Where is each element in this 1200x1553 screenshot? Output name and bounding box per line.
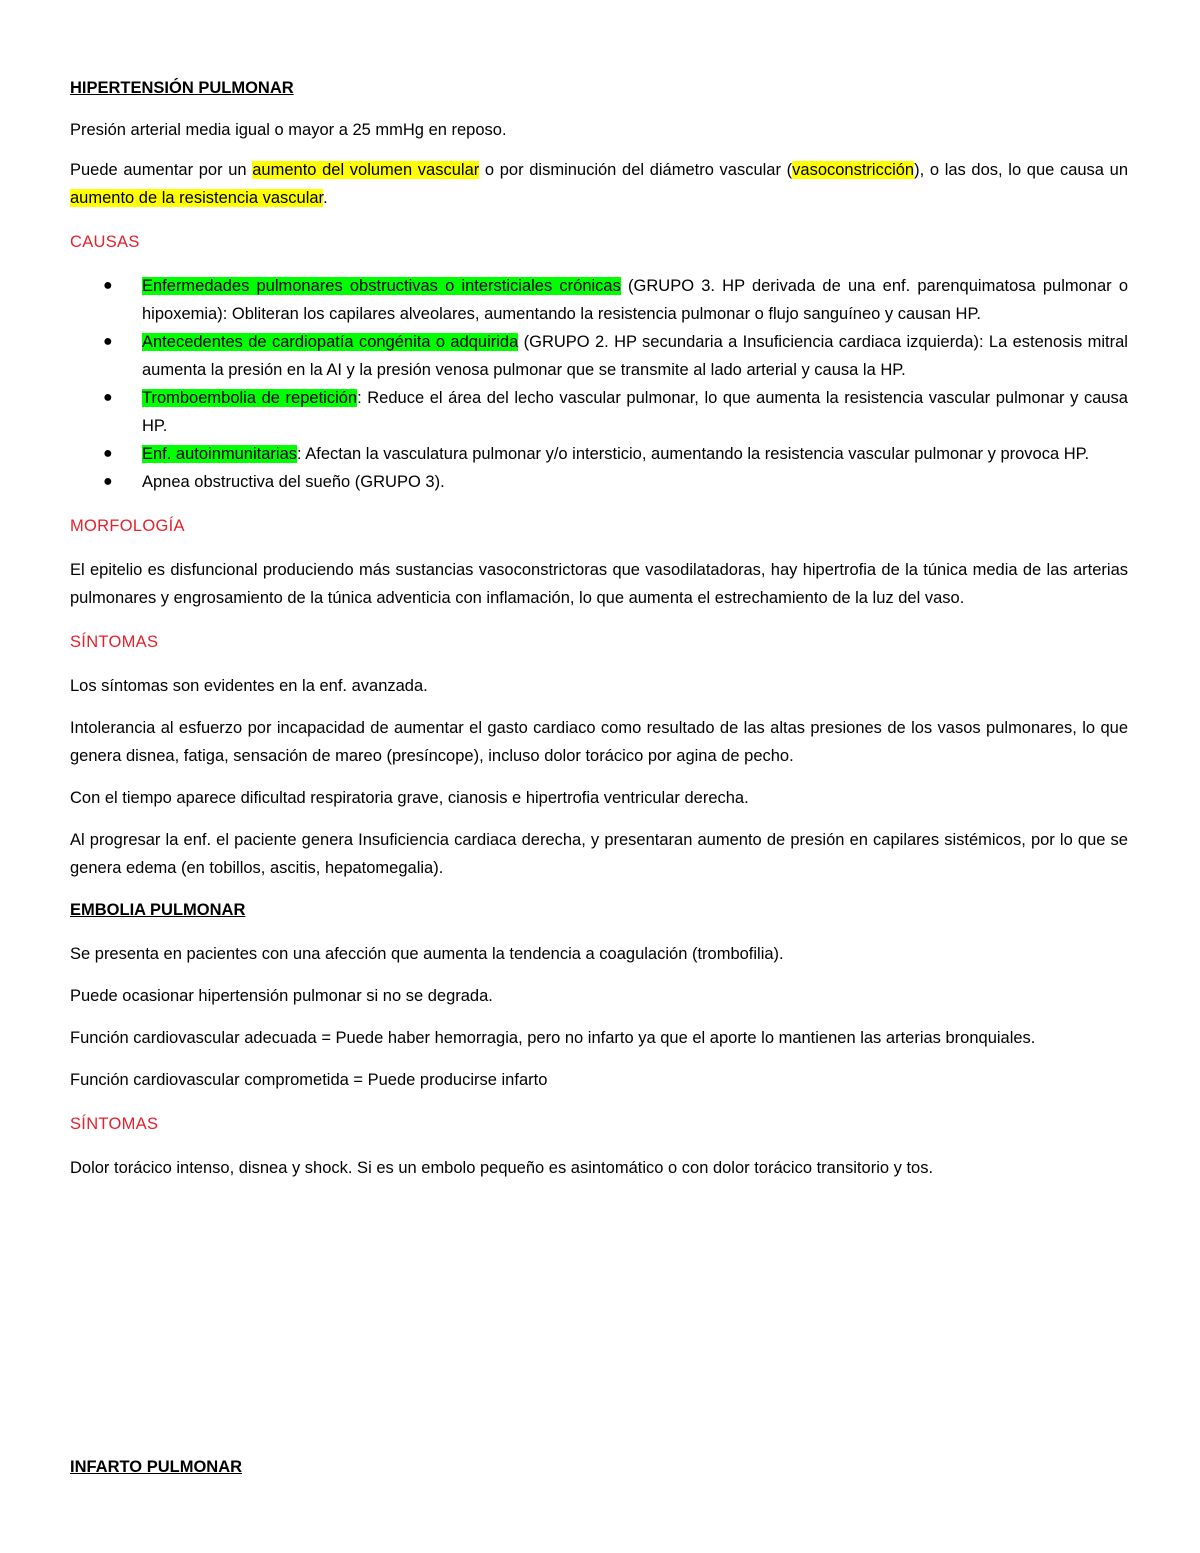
- ep-text: Función cardiovascular comprometida = Puede producirse infarto: [70, 1071, 548, 1089]
- sintomas-text: Al progresar la enf. el paciente genera Insuficiencia cardiaca derecha, y presentaran aumento de presión en capilares sistémicos, por lo que se genera edema (en tobillos, ascitis, hepatomegalia).: [70, 831, 1128, 877]
- ep-text: Función cardiovascular adecuada = Puede haber hemorragia, pero no infarto ya que el aporte lo mantienen las arterias bronquiales.: [70, 1029, 1036, 1047]
- ep-text: Puede ocasionar hipertensión pulmonar si no se degrada.: [70, 987, 493, 1005]
- cause-text: Apnea obstructiva del sueño (GRUPO 3).: [142, 473, 445, 491]
- highlight-cause: Enfermedades pulmonares obstructivas o intersticiales crónicas: [142, 277, 621, 295]
- hp-title: HIPERTENSIÓN PULMONAR: [70, 79, 294, 97]
- hp-mechanism-text: o por disminución del diámetro vascular (: [479, 161, 793, 179]
- list-item: [70, 328, 1128, 384]
- hp-mechanism-text: .: [323, 189, 328, 207]
- list-item: [70, 440, 1128, 468]
- list-item: [70, 468, 1128, 496]
- bullet-icon: ●: [103, 389, 113, 406]
- highlight-vasoconstriction: vasoconstricción: [792, 161, 915, 179]
- hp-mechanism: [70, 156, 1128, 212]
- document-page: [70, 74, 1128, 1182]
- hp-definition: Presión arterial media igual o mayor a 25 mmHg en reposo.: [70, 121, 507, 139]
- sintomas-text: Intolerancia al esfuerzo por incapacidad de aumentar el gasto cardiaco como resultado de las altas presiones de los vasos pulmonares, lo que genera disnea, fatiga, sensación de mareo (presíncope), incluso dolor torácico por agina de pecho.: [70, 719, 1128, 765]
- ep-sintomas-heading: SÍNTOMAS: [70, 1115, 159, 1133]
- highlight-volume: aumento del volumen vascular: [252, 161, 480, 179]
- causas-list: [70, 272, 1128, 496]
- bullet-icon: ●: [103, 333, 113, 350]
- sintomas-text: Los síntomas son evidentes en la enf. avanzada.: [70, 677, 428, 695]
- highlight-cause: Enf. autoinmunitarias: [142, 445, 298, 463]
- list-item: [70, 384, 1128, 440]
- morfologia-text: El epitelio es disfuncional produciendo más sustancias vasoconstrictoras que vasodilatadoras, hay hipertrofia de la túnica media de las arterias pulmonares y engrosamiento de la túnica adventicia con inflamación, lo que aumenta el estrechamiento de la luz del vaso.: [70, 561, 1128, 607]
- cause-text: (GRUPO 2. HP secundaria a Insuficiencia cardiaca izquierda): La estenosis mitral aumenta la presión en la AI y la presión venosa pulmonar que se transmite al lado arterial y causa la HP.: [142, 333, 1128, 379]
- ep-title: EMBOLIA PULMONAR: [70, 901, 246, 919]
- ip-title: INFARTO PULMONAR: [70, 1458, 243, 1476]
- cause-text: : Afectan la vasculatura pulmonar y/o intersticio, aumentando la resistencia vascular pulmonar y provoca HP.: [297, 445, 1090, 463]
- sintomas-text: Con el tiempo aparece dificultad respiratoria grave, cianosis e hipertrofia ventricular derecha.: [70, 789, 749, 807]
- bullet-icon: ●: [103, 473, 113, 490]
- highlight-resistance: aumento de la resistencia vascular: [70, 189, 324, 207]
- causas-heading: CAUSAS: [70, 233, 140, 251]
- ep-sintomas-text: Dolor torácico intenso, disnea y shock. Si es un embolo pequeño es asintomático o con dolor torácico transitorio y tos.: [70, 1159, 934, 1177]
- bullet-icon: ●: [103, 277, 113, 294]
- hp-mechanism-text: ), o las dos, lo que causa un: [914, 161, 1128, 179]
- sintomas-heading: SÍNTOMAS: [70, 633, 159, 651]
- morfologia-heading: MORFOLOGÍA: [70, 517, 185, 535]
- highlight-cause: Tromboembolia de repetición: [142, 389, 358, 407]
- highlight-cause: Antecedentes de cardiopatía congénita o adquirida: [142, 333, 519, 351]
- bullet-icon: ●: [103, 445, 113, 462]
- ep-text: Se presenta en pacientes con una afección que aumenta la tendencia a coagulación (trombofilia).: [70, 945, 784, 963]
- hp-mechanism-text: Puede aumentar por un: [70, 161, 253, 179]
- list-item: [70, 272, 1128, 328]
- cause-text: : Reduce el área del lecho vascular pulmonar, lo que aumenta la resistencia vascular pulmonar y causa HP.: [142, 389, 1128, 435]
- cause-text: (GRUPO 3. HP derivada de una enf. parenquimatosa pulmonar o hipoxemia): Obliteran los capilares alveolares, aumentando la resistencia pulmonar o flujo sanguíneo y causan HP.: [142, 277, 1129, 323]
